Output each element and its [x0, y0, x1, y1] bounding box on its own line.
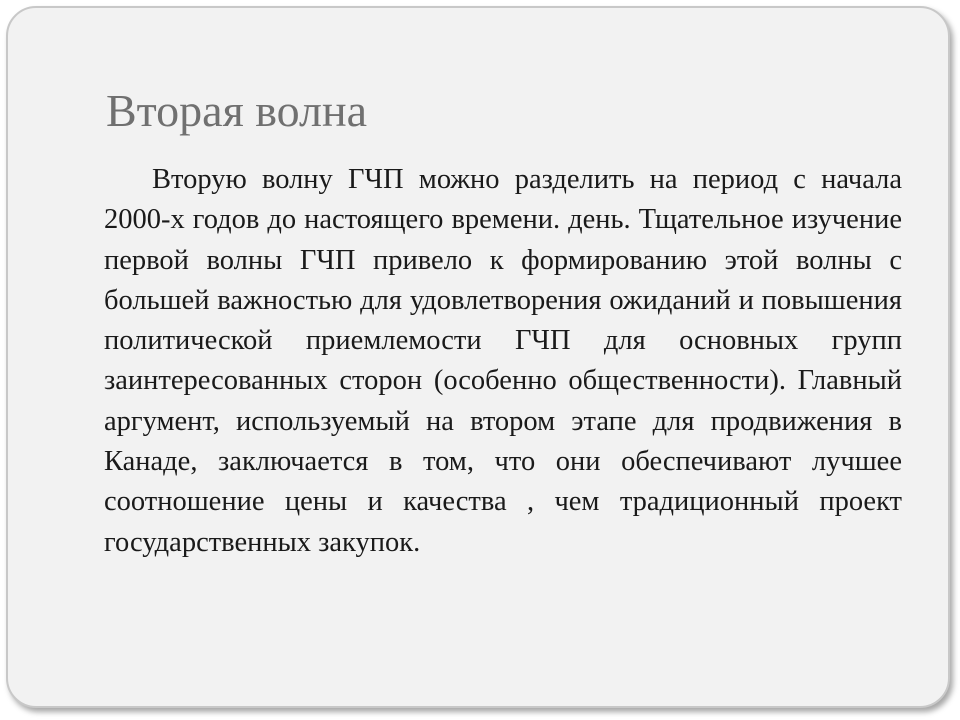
slide-title: Вторая волна: [106, 85, 368, 136]
slide-body-text: Вторую волну ГЧП можно разделить на период с начала 2000-х годов до настоящего времени. день. Тщательное изучение первой волны ГЧП привело к формированию этой волны с большей важностью для удовлетворения ожиданий и повышения политической приемлемости ГЧП для основных групп заинтересованных сторон (особенно общественности). Главный аргумент, используемый на втором этапе для продвижения в Канаде, заключается в том, что они обеспечивают лучшее соотношение цены и качества , чем традиционный проект государственных закупок.: [104, 164, 902, 558]
